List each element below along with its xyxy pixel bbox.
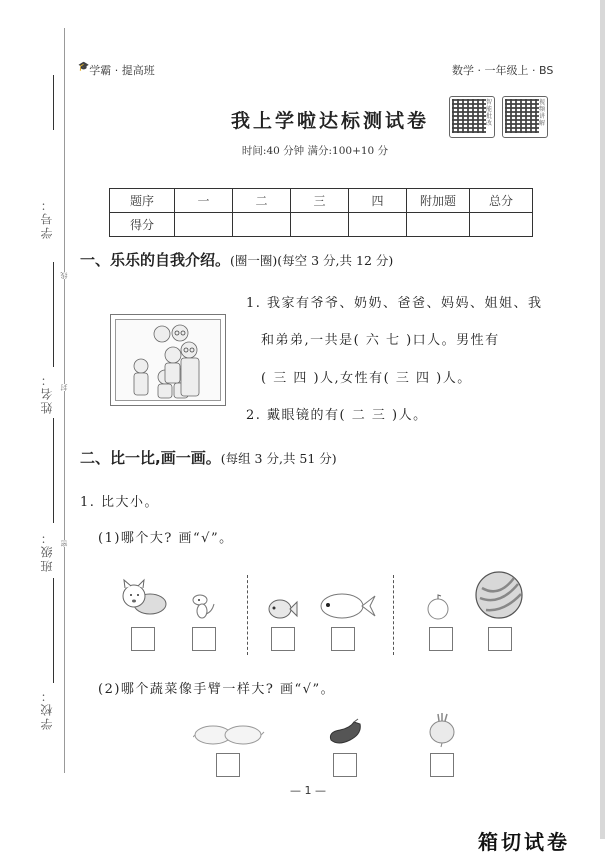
answer-box-orange[interactable] [429,627,453,651]
dog-icon [120,578,168,620]
page-number: — 1 — [290,784,326,797]
score-table-header-row [110,189,533,213]
section-note: (圈一圈)(每空 3 分,共 12 分) [230,253,394,268]
score-table [109,188,533,237]
score-cell[interactable] [349,213,407,237]
mouse-icon [190,592,216,620]
table-header: 四 [349,189,407,213]
family-photo [110,314,226,406]
score-cell[interactable] [175,213,233,237]
qr-smart-grading[interactable] [449,96,495,138]
class-label: 班级： [40,530,54,572]
section-note: (每组 3 分,共 51 分) [220,451,337,466]
question-1-line-1: 1. 我家有爷爷、奶奶、爸爸、妈妈、姐姐、我 [246,296,543,311]
family-illustration-icon [116,320,220,400]
section-title: 二、比一比,画一画。 [80,449,221,467]
answer-box-dog[interactable] [131,627,155,651]
binding-underline [53,418,54,523]
section2-heading [80,447,337,468]
table-header: 附加题 [407,189,470,213]
winter-melon-icon [193,724,265,746]
qr-code-icon [505,99,539,133]
seal-mark-seal: 封 [60,384,68,391]
answer-box-radish[interactable] [430,753,454,777]
question-compare-size: 1. 比大小。 [80,495,160,510]
score-cell[interactable] [233,213,291,237]
watermelon-icon [474,570,524,620]
table-row-label: 得分 [110,213,175,237]
answer-box-winter-melon[interactable] [216,753,240,777]
table-header: 二 [233,189,291,213]
answer-box-small-fish[interactable] [271,627,295,651]
brand-header [78,62,155,78]
school-label: 学校： [40,688,54,730]
answer-box-mouse[interactable] [192,627,216,651]
question-1-line-2: 和弟弟,一共是( 六 七 )口人。男性有 [261,333,500,348]
group-divider [247,575,248,655]
subject-header: 数学 · 一年级上 · BS [452,64,554,77]
qr-label: 视频讲解 [539,99,546,127]
big-fish-icon [320,590,376,622]
question-1-line-3: ( 三 四 )人,女性有( 三 四 )人。 [261,371,472,386]
score-cell[interactable] [470,213,533,237]
score-cell[interactable] [407,213,470,237]
binding-underline [53,262,54,367]
exam-info: 时间:40 分钟 满分:100+10 分 [241,145,389,157]
table-header: 总分 [470,189,533,213]
page-title: 我上学啦达标测试卷 [230,110,429,132]
group-divider [393,575,394,655]
seal-mark-close: 密 [60,540,68,547]
answer-box-watermelon[interactable] [488,627,512,651]
small-fish-icon [268,598,298,620]
binding-underline [53,578,54,683]
radish-icon [428,712,456,748]
student-id-label: 学号： [40,197,54,239]
section-title: 一、乐乐的自我介绍。 [80,251,231,269]
section1-heading [80,249,393,270]
orange-icon [425,594,451,620]
qr-label: 智能批改 [486,99,493,127]
answer-box-eggplant[interactable] [333,753,357,777]
question-which-bigger: (1)哪个大? 画“√”。 [98,531,234,546]
score-table-row [110,213,533,237]
next-page-fragment: 箱切试卷 [478,830,570,854]
question-vegetable-arm: (2)哪个蔬菜像手臂一样大? 画“√”。 [98,682,336,697]
table-header: 三 [291,189,349,213]
table-header: 题序 [110,189,175,213]
qr-video-explain[interactable] [502,96,548,138]
table-header: 一 [175,189,233,213]
question-2-line: 2. 戴眼镜的有( 二 三 )人。 [246,408,428,423]
name-label: 姓名： [40,372,54,414]
eggplant-icon [328,718,362,746]
score-cell[interactable] [291,213,349,237]
binding-line [64,28,65,773]
qr-code-icon [452,99,486,133]
graduation-cap-icon: 🎓 [78,62,90,72]
seal-mark-line: 线 [60,272,68,279]
answer-box-big-fish[interactable] [331,627,355,651]
brand-text: 学霸 · 提高班 [89,64,155,77]
